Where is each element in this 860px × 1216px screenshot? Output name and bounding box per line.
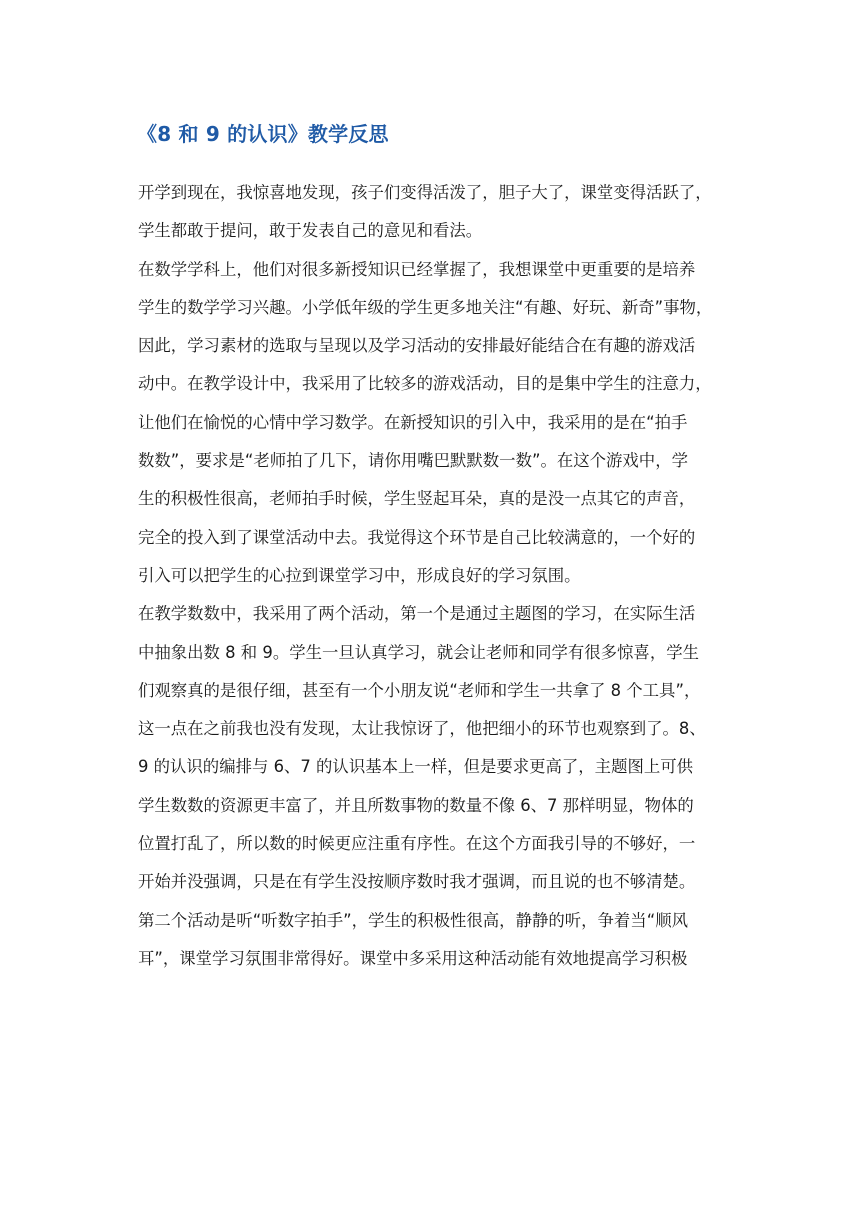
text-line: 开始并没强调，只是在有学生没按顺序数时我才强调，而且说的也不够清楚。: [138, 872, 696, 892]
text-line: 耳”，课堂学习氛围非常得好。课堂中多采用这种活动能有效地提高学习积极: [138, 948, 688, 968]
document-body: [138, 174, 728, 978]
text-line: 数数”，要求是“老师拍了几下，请你用嘴巴默默数一数”。在这个游戏中，学: [138, 451, 688, 471]
text-line: 9 的认识的编排与 6、7 的认识基本上一样，但是要求更高了，主题图上可供: [138, 757, 694, 777]
text-line: 们观察真的是很仔细，甚至有一个小朋友说“老师和学生一共拿了 8 个工具”，: [138, 680, 701, 700]
text-line: 第二个活动是听“听数字拍手”，学生的积极性很高，静静的听，争着当“顺风: [138, 910, 688, 930]
text-line: 学生的数学学习兴趣。小学低年级的学生更多地关注“有趣、好玩、新奇”事物，: [138, 297, 713, 317]
text-line: 在数学学科上，他们对很多新授知识已经掌握了，我想课堂中更重要的是培养: [138, 259, 696, 279]
text-line: 因此，学习素材的选取与呈现以及学习活动的安排最好能结合在有趣的游戏活: [138, 336, 696, 356]
text-line: 让他们在愉悦的心情中学习数学。在新授知识的引入中，我采用的是在“拍手: [138, 412, 688, 432]
text-line: 学生都敢于提问，敢于发表自己的意见和看法。: [138, 221, 483, 241]
text-line: 动中。在教学设计中，我采用了比较多的游戏活动，目的是集中学生的注意力，: [138, 374, 712, 394]
text-line: 完全的投入到了课堂活动中去。我觉得这个环节是自己比较满意的，一个好的: [138, 527, 696, 547]
text-line: 这一点在之前我也没有发现，太让我惊讶了，他把细小的环节也观察到了。8、: [138, 719, 706, 739]
text-line: 开学到现在，我惊喜地发现，孩子们变得活泼了，胆子大了，课堂变得活跃了，: [138, 183, 712, 202]
text-line: 学生数数的资源更丰富了，并且所数事物的数量不像 6、7 那样明显，物体的: [138, 795, 694, 815]
text-line: 位置打乱了，所以数的时候更应注重有序性。在这个方面我引导的不够好，一: [138, 834, 696, 854]
text-line: 引入可以把学生的心拉到课堂学习中，形成良好的学习氛围。: [138, 565, 581, 585]
document-title: 《8 和 9 的认识》教学反思: [137, 122, 389, 146]
text-line: 在教学数数中，我采用了两个活动，第一个是通过主题图的学习，在实际生活: [138, 604, 696, 624]
text-line: 中抽象出数 8 和 9。学生一旦认真学习，就会让老师和同学有很多惊喜，学生: [138, 642, 699, 662]
text-line: 生的积极性很高，老师拍手时候，学生竖起耳朵，真的是没一点其它的声音，: [138, 489, 696, 509]
